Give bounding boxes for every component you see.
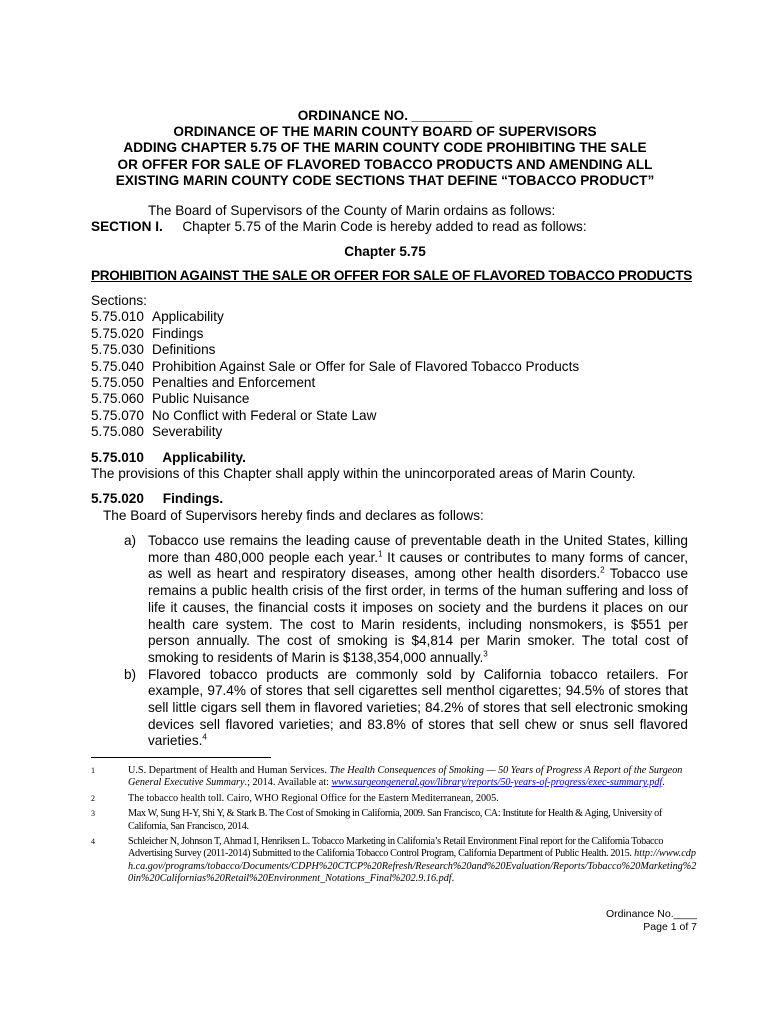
finding-item-a: a) Tobacco use remains the leading cause of preventable death in the United States, killing more than 480,000 people each year.$^1$ It causes or contributes to many forms of cancer, as well as heart and respiratory diseases, among other health disorders.$^2$ Tobacco use remains a public health crisis of the first order, in terms of the human suffering and loss of life it causes, the financial costs it imposes on society and the burdens it places on our health care system. The cost to Marin residents, including nonsmokers, is $551 per person annually. The cost of smoking is $4,814 per Marin smoker. The total cost of smoking to residents of Marin is $138,354,000 annually.$^3$	[124, 533, 688, 665]
list-item: 5.75.010 Applicability	[91, 309, 224, 325]
ordinance-title-line: ADDING CHAPTER 5.75 OF THE MARIN COUNTY CODE PROHIBITING THE SALE	[123, 140, 647, 156]
footer-page-number: Page 1 of 7	[643, 921, 697, 933]
chapter-subheading: PROHIBITION AGAINST THE SALE OR OFFER FOR SALE OF FLAVORED TOBACCO PRODUCTS	[91, 268, 693, 283]
findings-list	[124, 533, 688, 750]
footnote-1: 1 U.S. Department of Health and Human Services. The Health Consequences of Smoking — 50 Years of Progress A Report of the Surgeon General Executive Summary.; 2014. Available at: www.surgeongeneral.gov/library/reports/50-years-of-progress/exec-summary.pdf.	[91, 765, 683, 789]
list-item: 5.75.020 Findings	[91, 325, 204, 341]
list-item: 5.75.070 No Conflict with Federal or State Law	[91, 407, 377, 423]
ordinance-number: ORDINANCE NO. ________	[297, 108, 473, 123]
finding-item-b: b) Flavored tobacco products are commonly sold by California tobacco retailers. For example, 97.4% of stores that sell cigarettes sell menthol cigarettes; 94.5% of stores that sell little cigars sell them in flavored varieties; 84.2% of stores that sell electronic smoking devices sell flavored varieties; and 83.8% of stores that sell chew or snus sell flavored varieties.$^4$	[124, 666, 688, 749]
page-footer	[606, 908, 697, 934]
list-item: 5.75.080 Severability	[91, 424, 223, 440]
ordinance-title-block	[80, 108, 690, 189]
footnote-4: 4 Schleicher N, Johnson T, Ahmad I, Henriksen L. Tobacco Marketing in California’s Retail Environment Final report for the California Tobacco Advertising Survey (2011-2014) Submitted to the California Tobacco Control Program, California Department of Public Health. 2015. http://www.cdph.ca.gov/programs/tobacco/Documents/CDPH%20CTCP%20Refresh/Research%20and%20Evaluation/Reports/Tobacco%20Marketing%20in%20Californias%20Retail%20Environment_Notations_Final%202.9.16.pdf.	[91, 836, 697, 885]
ordinance-title-line: ORDINANCE OF THE MARIN COUNTY BOARD OF SUPERVISORS	[173, 124, 597, 140]
findings-intro: The Board of Supervisors hereby finds and declares as follows:	[103, 508, 484, 523]
applicability-text: The provisions of this Chapter shall apply within the unincorporated areas of Marin County.	[91, 466, 636, 481]
footnote-2: 2 The tobacco health toll. Cairo, WHO Regional Office for the Eastern Mediterranean, 2005.	[91, 792, 499, 804]
footnotes	[91, 765, 697, 889]
list-marker: b)	[124, 666, 137, 682]
section-1-label: SECTION I.	[91, 219, 163, 234]
list-item: 5.75.050 Penalties and Enforcement	[91, 375, 316, 391]
sections-label: Sections:	[91, 293, 147, 308]
footnote-ref[interactable]: 2	[600, 565, 605, 575]
footnote-url[interactable]: http://www.cdph.ca.gov/programs/tobacco/Documents/CDPH%20CTCP%20Refresh/Research%20and%20Evaluation/Reports/Tobacco%20Marketing%20in%20Californias%20Retail%20Environment_Notations_Final%202.9.16.pdf	[128, 848, 697, 885]
footnote-ref[interactable]: 1	[378, 549, 383, 559]
section-1-text: Chapter 5.75 of the Marin Code is hereby added to read as follows:	[182, 219, 587, 234]
footnote-link[interactable]: www.surgeongeneral.gov/library/reports/50-years-of-progress/exec-summary.pdf	[331, 777, 663, 789]
list-item: 5.75.060 Public Nuisance	[91, 391, 250, 407]
applicability-heading: 5.75.010 Applicability.	[91, 450, 246, 465]
footnote-ref[interactable]: 3	[483, 649, 488, 659]
chapter-heading: Chapter 5.75	[344, 244, 426, 259]
intro-text: The Board of Supervisors of the County of Marin ordains as follows:	[148, 203, 556, 218]
sections-list	[91, 293, 579, 441]
footnote-3: 3 Max W, Sung H-Y, Shi Y, & Stark B. The Cost of Smoking in California, 2009. San Francisco, CA: Institute for Health & Aging, University of California, San Francisco, 2014.	[91, 808, 662, 832]
ordinance-title-line: EXISTING MARIN COUNTY CODE SECTIONS THAT DEFINE “TOBACCO PRODUCT”	[115, 172, 655, 188]
list-marker: a)	[124, 533, 137, 548]
footnote-divider	[91, 757, 271, 758]
section-1-line	[91, 219, 587, 234]
ordinance-title-line: OR OFFER FOR SALE OF FLAVORED TOBACCO PRODUCTS AND AMENDING ALL	[117, 156, 653, 172]
footer-ordinance-number: Ordinance No.____	[605, 908, 697, 920]
findings-heading: 5.75.020 Findings.	[91, 491, 224, 506]
footnote-ref[interactable]: 4	[202, 732, 207, 742]
list-item: 5.75.030 Definitions	[91, 342, 216, 358]
list-item: 5.75.040 Prohibition Against Sale or Offer for Sale of Flavored Tobacco Products	[91, 358, 580, 374]
